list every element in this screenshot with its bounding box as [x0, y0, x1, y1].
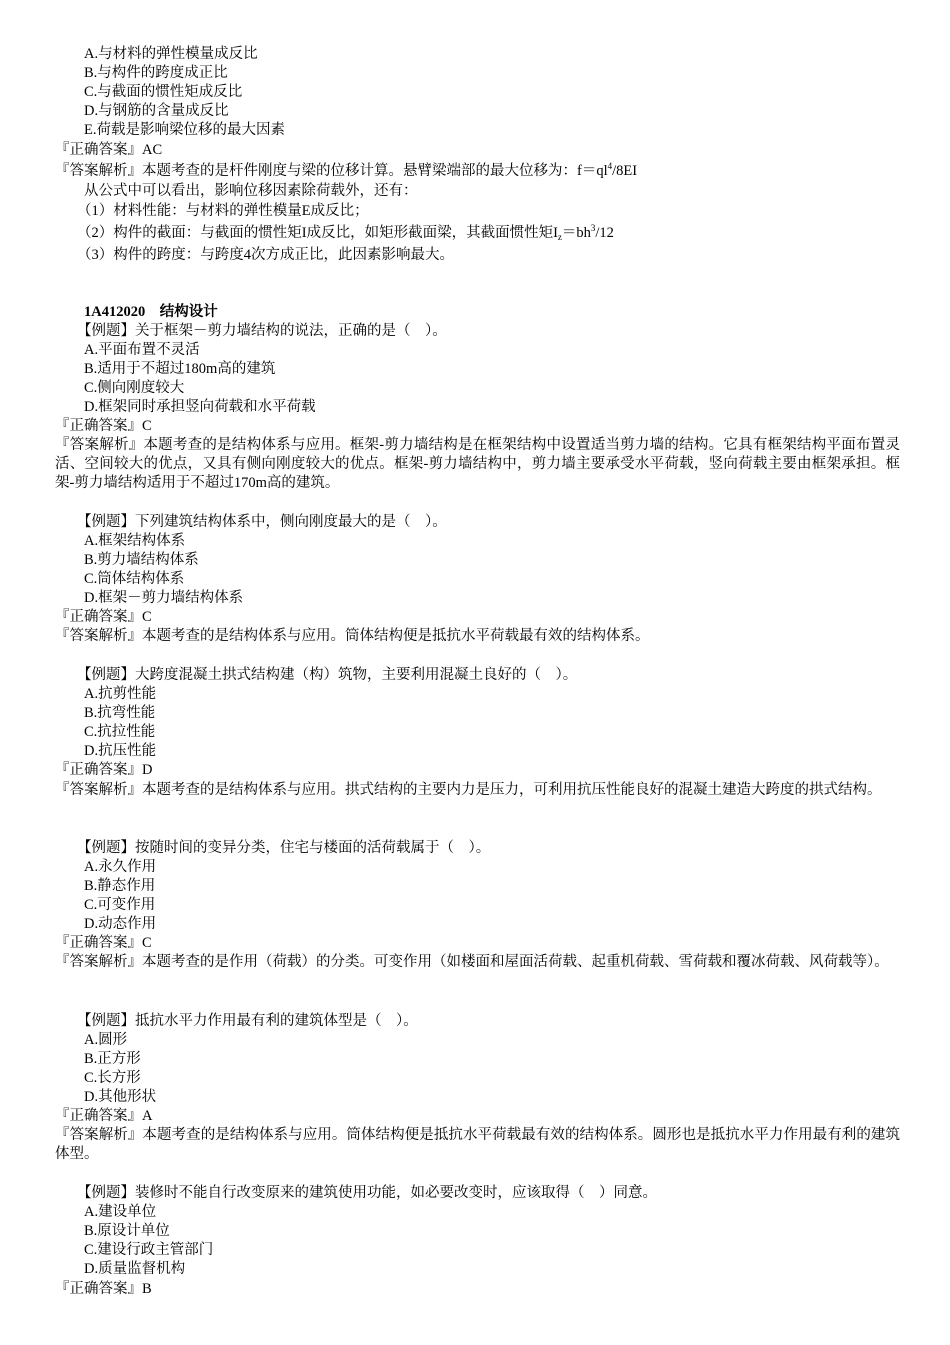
question-stem: 【例题】下列建筑结构体系中，侧向刚度最大的是（ ）。	[77, 514, 447, 530]
option-a: A.与材料的弹性模量成反比	[84, 46, 258, 62]
option-d: D.与钢筋的含量成反比	[84, 103, 229, 119]
answer-analysis: 『答案解析』本题考查的是结构体系与应用。筒体结构便是抵抗水平荷载最有效的结构体系。圆形也是抵抗水平力作用最有利的建筑体型。	[55, 1127, 900, 1162]
correct-answer: 『正确答案』AC	[55, 142, 163, 158]
option-b: B.静态作用	[84, 878, 156, 894]
option-b: B.剪力墙结构体系	[84, 552, 199, 568]
section-heading: 1A412020 结构设计	[84, 304, 218, 320]
option-c: C.长方形	[84, 1070, 141, 1086]
analysis-point-1: （1）材料性能：与材料的弹性模量E成反比；	[77, 203, 369, 219]
option-c: C.侧向刚度较大	[84, 380, 185, 396]
answer-analysis: 『答案解析』本题考查的是结构体系与应用。拱式结构的主要内力是压力，可利用抗压性能良好的混凝土建造大跨度的拱式结构。	[55, 782, 882, 798]
option-c: C.抗拉性能	[84, 724, 156, 740]
option-b: B.适用于不超过180m高的建筑	[84, 361, 276, 377]
answer-analysis: 『答案解析』本题考查的是结构体系与应用。框架-剪力墙结构是在框架结构中设置适当剪力墙的结构。它具有框架结构平面布置灵活、空间较大的优点，又具有侧向刚度较大的优点。框架-剪力墙结构中，剪力墙主要承受水平荷载，竖向荷载主要由框架承担。框架-剪力墙结构适用于不超过170m高的建筑。	[55, 437, 900, 491]
option-b: B.与构件的跨度成正比	[84, 65, 228, 81]
option-a: A.圆形	[84, 1032, 128, 1048]
option-d: D.质量监督机构	[84, 1261, 186, 1277]
option-c: C.筒体结构体系	[84, 571, 185, 587]
option-b: B.抗弯性能	[84, 705, 156, 721]
option-a: A.永久作用	[84, 859, 157, 875]
correct-answer: 『正确答案』C	[55, 418, 152, 434]
option-a: A.框架结构体系	[84, 533, 186, 549]
question-stem: 【例题】抵抗水平力作用最有利的建筑体型是（ ）。	[77, 1013, 418, 1029]
option-c: C.可变作用	[84, 897, 156, 913]
option-a: A.建设单位	[84, 1204, 157, 1220]
option-b: B.正方形	[84, 1051, 141, 1067]
analysis-note: 从公式中可以看出，影响位移因素除荷载外，还有：	[84, 183, 418, 199]
option-c: C.与截面的惯性矩成反比	[84, 84, 243, 100]
answer-analysis: 『答案解析』本题考查的是结构体系与应用。筒体结构便是抵抗水平荷载最有效的结构体系。	[55, 628, 650, 644]
option-b: B.原设计单位	[84, 1223, 170, 1239]
option-d: D.抗压性能	[84, 743, 157, 759]
question-stem: 【例题】按随时间的变异分类，住宅与楼面的活荷载属于（ ）。	[77, 840, 491, 856]
question-stem: 【例题】大跨度混凝土拱式结构建（构）筑物，主要利用混凝土良好的（ ）。	[77, 667, 578, 683]
correct-answer: 『正确答案』C	[55, 609, 152, 625]
option-d: D.框架同时承担竖向荷载和水平荷载	[84, 399, 316, 415]
answer-analysis: 『答案解析』本题考查的是杆件刚度与梁的位移计算。悬臂梁端部的最大位移为：$f=ql^4/8EI$	[55, 161, 638, 179]
option-a: A.抗剪性能	[84, 686, 157, 702]
analysis-point-3: （3）构件的跨度：与跨度4次方成正比，此因素影响最大。	[77, 247, 454, 263]
question-stem: 【例题】关于框架－剪力墙结构的说法，正确的是（ ）。	[77, 323, 447, 339]
option-d: D.框架－剪力墙结构体系	[84, 590, 244, 606]
correct-answer: 『正确答案』B	[55, 1281, 152, 1297]
option-e: E.荷载是影响梁位移的最大因素	[84, 122, 285, 138]
correct-answer: 『正确答案』A	[55, 1108, 153, 1124]
option-d: D.动态作用	[84, 916, 157, 932]
option-d: D.其他形状	[84, 1089, 157, 1105]
option-a: A.平面布置不灵活	[84, 342, 200, 358]
correct-answer: 『正确答案』D	[55, 762, 153, 778]
analysis-point-2: （2）构件的截面：与截面的惯性矩I成反比，如矩形截面梁，其截面惯性矩$I_z=bh^3/12$	[77, 223, 614, 242]
question-stem: 【例题】装修时不能自行改变原来的建筑使用功能，如必要改变时，应该取得（ ）同意。	[77, 1185, 657, 1201]
option-c: C.建设行政主管部门	[84, 1242, 214, 1258]
correct-answer: 『正确答案』C	[55, 935, 152, 951]
answer-analysis: 『答案解析』本题考查的是作用（荷载）的分类。可变作用（如楼面和屋面活荷载、起重机荷载、雪荷载和覆冰荷载、风荷载等）。	[55, 954, 889, 970]
